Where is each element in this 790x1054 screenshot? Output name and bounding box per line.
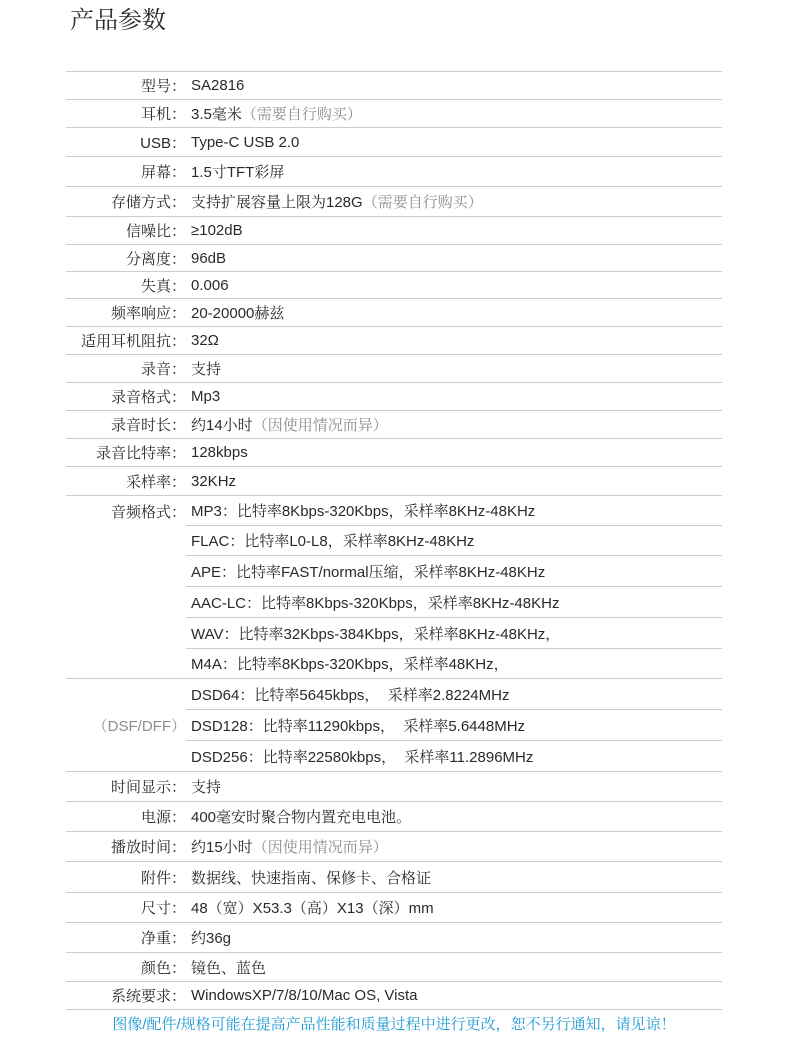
- spec-value-text: 约36g: [191, 930, 232, 947]
- spec-value: [186, 358, 221, 379]
- spec-value-text: Type-C USB 2.0: [191, 133, 300, 151]
- spec-value: [186, 77, 244, 94]
- page-title: 产品参数: [70, 7, 166, 34]
- spec-label: 录音格式：: [110, 389, 186, 406]
- spec-value: [186, 776, 221, 797]
- spec-label: 采样率：: [125, 473, 186, 491]
- spec-row: [66, 355, 722, 383]
- spec-row: [66, 439, 722, 467]
- format-text: M4A：比特率8Kbps-320Kbps，采样率48KHz，: [191, 656, 509, 673]
- spec-value: [186, 277, 229, 294]
- spec-row: [66, 923, 722, 953]
- spec-label: 电源：: [140, 809, 186, 826]
- format-text: DSD64：比特率5645kbps， 采样率2.8224MHz: [191, 686, 510, 704]
- spec-note: （因使用情况而异）: [252, 839, 388, 856]
- spec-row: [66, 802, 722, 832]
- spec-value: [186, 250, 226, 267]
- spec-label: 信噪比：: [125, 223, 186, 240]
- spec-label: USB：: [140, 134, 186, 152]
- spec-value: [186, 897, 434, 918]
- dsd-format-label: （DSF/DFF）: [92, 717, 186, 735]
- format-row: [186, 679, 722, 710]
- spec-label: 颜色：: [140, 959, 186, 977]
- spec-label: 播放时间：: [110, 839, 186, 856]
- spec-row: [66, 217, 722, 245]
- spec-value-text: 128kbps: [191, 444, 248, 461]
- spec-value-text: 1.5寸TFT彩屏: [191, 164, 285, 181]
- spec-value: [186, 103, 362, 124]
- format-row: [186, 710, 722, 741]
- spec-value-text: 数据线、快速指南、保修卡、合格证: [191, 869, 432, 887]
- spec-value: [186, 927, 231, 948]
- spec-label: 录音比特率：: [95, 445, 186, 462]
- spec-row: [66, 128, 722, 157]
- spec-label: 时间显示：: [110, 779, 186, 796]
- spec-value: [186, 302, 284, 323]
- format-row: [186, 526, 722, 556]
- spec-value: [186, 836, 388, 857]
- spec-row: [66, 982, 722, 1010]
- spec-row: [66, 411, 722, 439]
- spec-label: 系统要求：: [110, 988, 186, 1005]
- spec-row: [66, 100, 722, 128]
- spec-label: 分离度：: [125, 250, 186, 268]
- spec-note: （需要自行购买）: [362, 194, 483, 211]
- spec-row: [66, 327, 722, 355]
- spec-value: [186, 222, 243, 239]
- spec-table: [66, 71, 722, 1010]
- format-row: [186, 556, 722, 587]
- spec-value-text: 96dB: [191, 249, 227, 267]
- format-row: [186, 587, 722, 618]
- spec-label: 适用耳机阻抗：: [80, 333, 186, 350]
- spec-row: [66, 272, 722, 299]
- format-row: [186, 618, 722, 649]
- spec-value-text: 32KHz: [191, 472, 237, 490]
- disclaimer-note: 图像/配件/规格可能在提高产品性能和质量过程中进行更改，恕不另行通知，请见谅！: [112, 1016, 676, 1033]
- format-text: MP3：比特率8Kbps-320Kbps，采样率8KHz-48KHz: [191, 503, 536, 520]
- format-text: AAC-LC：比特率8Kbps-320Kbps，采样率8KHz-48KHz: [191, 594, 560, 612]
- spec-row: [66, 467, 722, 496]
- spec-note: （因使用情况而异）: [252, 417, 388, 434]
- spec-value: [186, 161, 284, 182]
- spec-value: [186, 867, 431, 888]
- spec-row: [66, 72, 722, 100]
- spec-label: 净重：: [140, 930, 186, 947]
- spec-value-text: 400毫安时聚合物内置充电电池。: [191, 809, 412, 826]
- spec-value: [186, 388, 220, 405]
- spec-value-text: 48（宽）X53.3（高）X13（深）mm: [191, 900, 434, 917]
- spec-row: [66, 187, 722, 217]
- spec-value-text: 约15小时: [191, 839, 253, 856]
- spec-value-text: SA2816: [191, 77, 245, 94]
- spec-value: [186, 191, 483, 212]
- spec-value-text: ≥102dB: [191, 222, 243, 239]
- spec-value-text: 20-20000赫兹: [191, 305, 285, 322]
- spec-value: [186, 414, 388, 435]
- format-text: APE：比特率FAST/normal压缩，采样率8KHz-48KHz: [191, 563, 546, 581]
- spec-row: [66, 832, 722, 862]
- spec-value-text: 约14小时: [191, 417, 253, 434]
- spec-row: [66, 157, 722, 187]
- format-text: DSD256：比特率22580kbps， 采样率11.2896MHz: [191, 748, 534, 766]
- spec-label: 录音：: [140, 361, 186, 378]
- audio-format-list: [186, 496, 722, 678]
- spec-value: [186, 473, 236, 490]
- spec-value: [186, 134, 299, 151]
- spec-label: 附件：: [140, 869, 186, 887]
- format-row: [186, 496, 722, 526]
- spec-row: [66, 772, 722, 802]
- spec-label: 频率响应：: [110, 305, 186, 322]
- spec-row: [66, 383, 722, 411]
- spec-value-text: 支持扩展容量上限为128G: [191, 194, 363, 211]
- spec-row: [66, 893, 722, 923]
- spec-value: [186, 957, 266, 978]
- dsd-format-group: [66, 679, 722, 772]
- spec-value-text: WindowsXP/7/8/10/Mac OS, Vista: [191, 987, 418, 1004]
- format-text: DSD128：比特率11290kbps， 采样率5.6448MHz: [191, 717, 526, 735]
- format-text: WAV：比特率32Kbps-384Kbps，采样率8KHz-48KHz，: [191, 625, 561, 643]
- dsd-format-list: [186, 679, 722, 771]
- spec-value-text: 支持: [191, 361, 222, 378]
- spec-note: （需要自行购买）: [241, 106, 362, 123]
- spec-row: [66, 245, 722, 272]
- spec-row: [66, 862, 722, 893]
- audio-format-label: 音频格式：: [110, 503, 186, 521]
- spec-value: [186, 444, 248, 461]
- format-text: FLAC：比特率L0-L8，采样率8KHz-48KHz: [191, 533, 475, 550]
- spec-label: 型号：: [140, 78, 186, 95]
- spec-label: 尺寸：: [140, 900, 186, 917]
- spec-label: 存储方式：: [110, 194, 186, 211]
- spec-row: [66, 953, 722, 982]
- spec-label: 录音时长：: [110, 417, 186, 434]
- spec-label: 失真：: [140, 277, 186, 295]
- spec-value: [186, 987, 418, 1004]
- spec-value-text: 镜色、蓝色: [191, 959, 267, 977]
- spec-value-text: 3.5毫米: [191, 106, 242, 123]
- spec-row: [66, 299, 722, 327]
- audio-format-group: [66, 496, 722, 679]
- format-row: [186, 649, 722, 678]
- spec-value-text: 支持: [191, 779, 222, 796]
- spec-value-text: Mp3: [191, 388, 221, 405]
- format-row: [186, 741, 722, 771]
- spec-value-text: 32Ω: [191, 332, 219, 349]
- spec-value: [186, 332, 219, 349]
- spec-value: [186, 806, 411, 827]
- spec-value-text: 0.006: [191, 276, 229, 294]
- spec-label: 屏幕：: [140, 164, 186, 181]
- spec-label: 耳机：: [140, 106, 186, 123]
